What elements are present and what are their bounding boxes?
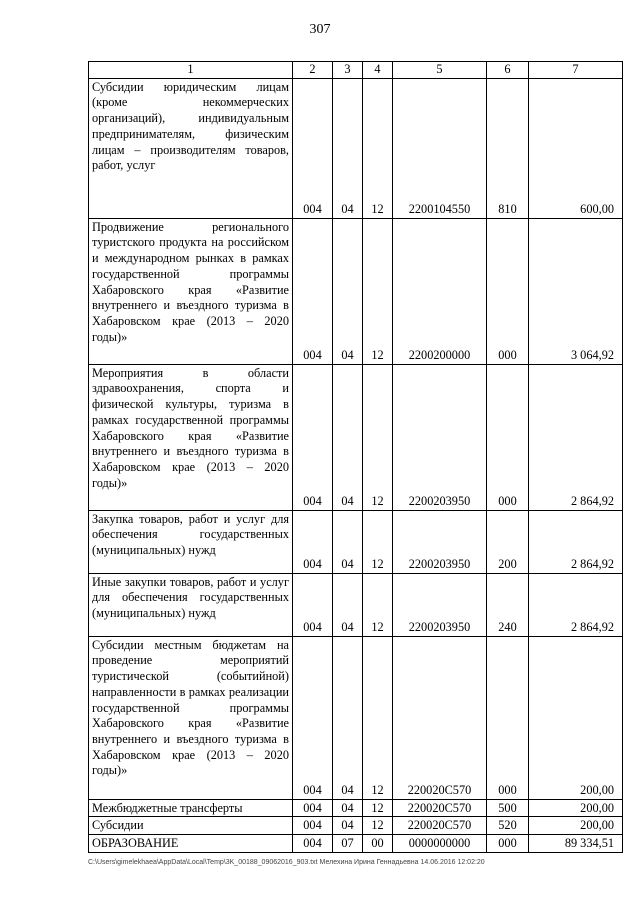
row-c5: 220020С570 [393,817,487,835]
row-c5: 220020С570 [393,799,487,817]
header-cell: 5 [393,62,487,79]
table-row [89,835,623,853]
row-c2: 004 [293,510,333,573]
row-c6: 200 [487,510,529,573]
row-c3: 07 [333,835,363,853]
row-c6: 520 [487,817,529,835]
row-name: Субсидии местным бюджетам на проведение мероприятий туристической (событийной) направленности в рамках реализации государственной программы Хабаровского края «Развитие внутреннего и въездного туризма в Хабаровском крае (2013 – 2020 годы)» [89,636,293,799]
row-c2: 004 [293,78,333,218]
row-c3: 04 [333,218,363,364]
row-name: Мероприятия в области здравоохранения, спорта и физической культуры, туризма в рамках государственной программы Хабаровского края «Развитие внутреннего и въездного туризма в Хабаровском крае (2013 – 2020 годы)» [89,364,293,510]
row-c2: 004 [293,364,333,510]
row-c4: 12 [363,573,393,636]
row-c2: 004 [293,817,333,835]
row-c6: 240 [487,573,529,636]
row-c5: 0000000000 [393,835,487,853]
row-sum: 2 864,92 [529,364,623,510]
row-c5: 2200200000 [393,218,487,364]
row-name: Субсидии юридическим лицам (кроме некоммерческих организаций), индивидуальным предпринимателям, физическим лицам – производителям товаров, работ, услуг [89,78,293,218]
row-c3: 04 [333,573,363,636]
header-cell: 3 [333,62,363,79]
row-sum: 89 334,51 [529,835,623,853]
row-c5: 220020С570 [393,636,487,799]
row-c4: 12 [363,510,393,573]
row-c2: 004 [293,799,333,817]
row-name: ОБРАЗОВАНИЕ [89,835,293,853]
row-c4: 12 [363,817,393,835]
row-c5: 2200203950 [393,510,487,573]
table-row [89,636,623,799]
row-c5: 2200203950 [393,573,487,636]
page-number: 307 [309,22,331,37]
row-sum: 200,00 [529,817,623,835]
budget-table [88,61,623,853]
header-cell: 6 [487,62,529,79]
row-c5: 2200203950 [393,364,487,510]
row-c6: 500 [487,799,529,817]
file-path-footer: C:\Users\gimelekhaea\AppData\Local\Temp\3K_00188_09062016_903.txt Мелехина Ирина Геннадьевна 14.06.2016 12:02:20 [88,859,485,866]
row-c5: 2200104550 [393,78,487,218]
row-sum: 200,00 [529,636,623,799]
row-c4: 12 [363,218,393,364]
table-row [89,510,623,573]
header-cell: 2 [293,62,333,79]
row-c4: 12 [363,78,393,218]
row-c6: 000 [487,218,529,364]
row-c3: 04 [333,510,363,573]
row-c2: 004 [293,573,333,636]
row-c4: 12 [363,636,393,799]
row-c2: 004 [293,636,333,799]
table-row [89,817,623,835]
row-c3: 04 [333,364,363,510]
row-sum: 600,00 [529,78,623,218]
row-c3: 04 [333,799,363,817]
row-c6: 000 [487,636,529,799]
row-sum: 2 864,92 [529,573,623,636]
table-row [89,799,623,817]
row-sum: 2 864,92 [529,510,623,573]
header-cell: 4 [363,62,393,79]
header-row [89,62,623,79]
row-name: Иные закупки товаров, работ и услуг для обеспечения государственных (муниципальных) нужд [89,573,293,636]
row-c2: 004 [293,218,333,364]
header-cell: 1 [89,62,293,79]
row-c4: 00 [363,835,393,853]
row-name: Межбюджетные трансферты [89,799,293,817]
row-c6: 000 [487,364,529,510]
row-c3: 04 [333,78,363,218]
header-cell: 7 [529,62,623,79]
row-c6: 000 [487,835,529,853]
row-name: Продвижение регионального туристского продукта на российском и международном рынках в рамках государственной программы Хабаровского края «Развитие внутреннего и въездного туризма в Хабаровском крае (2013 – 2020 годы)» [89,218,293,364]
row-name: Субсидии [89,817,293,835]
table-row [89,573,623,636]
row-sum: 200,00 [529,799,623,817]
row-c3: 04 [333,636,363,799]
row-name: Закупка товаров, работ и услуг для обеспечения государственных (муниципальных) нужд [89,510,293,573]
row-sum: 3 064,92 [529,218,623,364]
row-c4: 12 [363,364,393,510]
table-row [89,78,623,218]
table-row [89,218,623,364]
row-c4: 12 [363,799,393,817]
row-c3: 04 [333,817,363,835]
row-c2: 004 [293,835,333,853]
row-c6: 810 [487,78,529,218]
table-row [89,364,623,510]
